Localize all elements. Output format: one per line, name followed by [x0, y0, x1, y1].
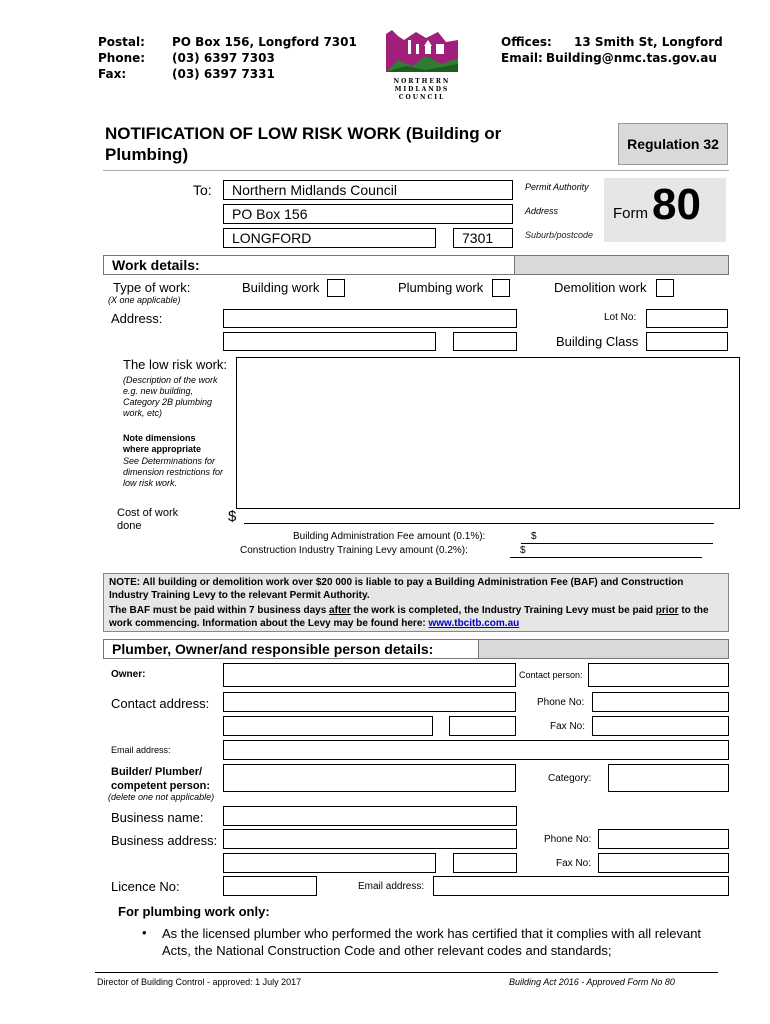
- title-divider: [103, 170, 729, 171]
- levy-link[interactable]: www.tbcitb.com.au: [428, 618, 520, 629]
- note-determinations: See Determinations for dimension restrictions for low risk work.: [123, 456, 224, 488]
- builder-label: Builder/ Plumber/ competent person:: [111, 766, 211, 792]
- owner-email-label: Email address:: [111, 745, 171, 755]
- phone-label: Phone:: [98, 51, 146, 65]
- fax-no-label: Fax No:: [550, 721, 586, 732]
- contact-person-label: Contact person:: [519, 670, 583, 680]
- bullet-icon: •: [142, 925, 147, 940]
- building-class-label: Building Class: [556, 334, 639, 349]
- council-logo-icon: [386, 30, 458, 72]
- email-value: Building@nmc.tas.gov.au: [546, 51, 717, 65]
- owner-phone-field[interactable]: [592, 692, 729, 712]
- postcode-value: 7301: [462, 230, 494, 246]
- email-label: Email:: [501, 51, 543, 65]
- business-email-field[interactable]: [433, 876, 729, 896]
- building-work-checkbox[interactable]: [327, 279, 345, 297]
- offices-value: 13 Smith St, Longford: [574, 35, 723, 49]
- category-field[interactable]: [608, 764, 729, 792]
- address-value: PO Box 156: [232, 206, 308, 222]
- suburb-field[interactable]: [223, 228, 436, 248]
- note-paragraph-1: NOTE: All building or demolition work over $20 000 is liable to pay a Building Administration Fee (BAF) and Construction Industry Training Levy to the relevant Permit Authority.: [109, 577, 684, 601]
- plumbing-heading: For plumbing work only:: [118, 904, 270, 919]
- baf-label: Building Administration Fee amount (0.1%):: [293, 531, 486, 542]
- business-fax-label: Fax No:: [556, 858, 592, 869]
- regulation-badge: Regulation 32: [618, 123, 728, 165]
- building-work-label: Building work: [242, 280, 320, 295]
- business-name-label: Business name:: [111, 810, 204, 825]
- phone-value: (03) 6397 7303: [172, 51, 275, 65]
- contact-postcode-field[interactable]: [449, 716, 516, 736]
- form-label: Form: [613, 205, 648, 222]
- levy-label: Construction Industry Training Levy amount (0.2%):: [240, 545, 468, 556]
- levy-dollar: $: [520, 545, 526, 556]
- work-postcode-field[interactable]: [453, 332, 517, 351]
- persons-header: [103, 639, 729, 659]
- low-risk-description: (Description of the work e.g. new building, Category 2B plumbing work, etc): [123, 375, 218, 418]
- business-postcode-field[interactable]: [453, 853, 517, 873]
- category-label: Category:: [548, 773, 592, 784]
- contact-person-field[interactable]: [588, 663, 729, 687]
- address-caption: Address: [525, 206, 559, 216]
- owner-field[interactable]: [223, 663, 516, 687]
- business-address-field-1[interactable]: [223, 829, 517, 849]
- council-logo: [386, 30, 458, 101]
- work-address-field-2[interactable]: [223, 332, 436, 351]
- baf-field[interactable]: [521, 543, 713, 544]
- business-address-label: Business address:: [111, 833, 218, 848]
- address-field[interactable]: [223, 204, 513, 224]
- cost-label: Cost of work done: [117, 507, 179, 532]
- cost-field[interactable]: [244, 523, 714, 524]
- plumbing-certification: As the licensed plumber who performed the work has certified that it complies with all relevant Acts, the National Construction Code and other relevant codes and standards;: [162, 926, 702, 958]
- suburb-caption: Suburb/postcode: [525, 230, 594, 240]
- note-dimensions: Note dimensions where appropriate: [123, 433, 202, 454]
- levy-field[interactable]: [510, 557, 702, 558]
- authority-value: Northern Midlands Council: [232, 182, 397, 198]
- note-paragraph-2: The BAF must be paid within 7 business days after the work is completed, the Industry Training Levy must be paid prior to the work commencing. Information about the Levy may be found here: www.tbcitb.com.au: [109, 605, 709, 629]
- contact-address-field-1[interactable]: [223, 692, 516, 712]
- business-name-field[interactable]: [223, 806, 517, 826]
- postal-value: PO Box 156, Longford 7301: [172, 35, 357, 49]
- footer-right: Building Act 2016 - Approved Form No 80: [509, 977, 675, 987]
- business-phone-field[interactable]: [598, 829, 729, 849]
- type-note: (X one applicable): [108, 295, 181, 305]
- contact-address-label: Contact address:: [111, 696, 210, 711]
- footer-divider: [95, 972, 718, 973]
- postal-label: Postal:: [98, 35, 145, 49]
- demolition-work-checkbox[interactable]: [656, 279, 674, 297]
- licence-field[interactable]: [223, 876, 317, 896]
- contact-address-field-2[interactable]: [223, 716, 433, 736]
- authority-caption: Permit Authority: [525, 182, 589, 192]
- low-risk-work-textarea[interactable]: [236, 357, 740, 509]
- phone-no-label: Phone No:: [537, 697, 585, 708]
- footer-left: Director of Building Control - approved: 1 July 2017: [97, 977, 302, 987]
- authority-field[interactable]: [223, 180, 513, 200]
- baf-dollar: $: [531, 531, 537, 542]
- lot-field[interactable]: [646, 309, 728, 328]
- low-risk-label: The low risk work:: [123, 357, 228, 372]
- fax-value: (03) 6397 7331: [172, 67, 275, 81]
- form-number: 80: [652, 180, 701, 229]
- builder-field[interactable]: [223, 764, 516, 792]
- levy-note: [103, 573, 729, 632]
- owner-fax-field[interactable]: [592, 716, 729, 736]
- type-of-work-label: Type of work:: [113, 280, 191, 295]
- offices-label: Offices:: [501, 35, 552, 49]
- business-address-field-2[interactable]: [223, 853, 436, 873]
- postcode-field[interactable]: [453, 228, 513, 248]
- persons-title: Plumber, Owner/and responsible person details:: [112, 641, 434, 657]
- fax-label: Fax:: [98, 67, 127, 81]
- lot-label: Lot No:: [604, 312, 637, 323]
- demolition-work-label: Demolition work: [554, 280, 647, 295]
- logo-line3: COUNCIL: [398, 94, 446, 101]
- licence-label: Licence No:: [111, 879, 180, 894]
- work-details-title: Work details:: [112, 257, 200, 273]
- work-address-field-1[interactable]: [223, 309, 517, 328]
- page-title: NOTIFICATION OF LOW RISK WORK (Building or Plumbing): [105, 124, 502, 164]
- owner-email-field[interactable]: [223, 740, 729, 760]
- plumbing-work-label: Plumbing work: [398, 280, 484, 295]
- to-label: To:: [193, 182, 212, 198]
- business-phone-label: Phone No:: [544, 834, 592, 845]
- plumbing-work-checkbox[interactable]: [492, 279, 510, 297]
- suburb-value: LONGFORD: [232, 230, 312, 246]
- logo-line2: MIDLANDS: [394, 86, 450, 93]
- business-email-label: Email address:: [358, 881, 425, 892]
- builder-note: (delete one not applicable): [108, 792, 215, 802]
- business-fax-field[interactable]: [598, 853, 729, 873]
- owner-label: Owner:: [111, 669, 146, 680]
- cost-dollar: $: [228, 508, 237, 525]
- work-details-header: [103, 255, 729, 275]
- work-address-label: Address:: [111, 311, 163, 326]
- form-number-box: [604, 178, 726, 242]
- logo-line1: NORTHERN: [393, 78, 451, 85]
- building-class-field[interactable]: [646, 332, 728, 351]
